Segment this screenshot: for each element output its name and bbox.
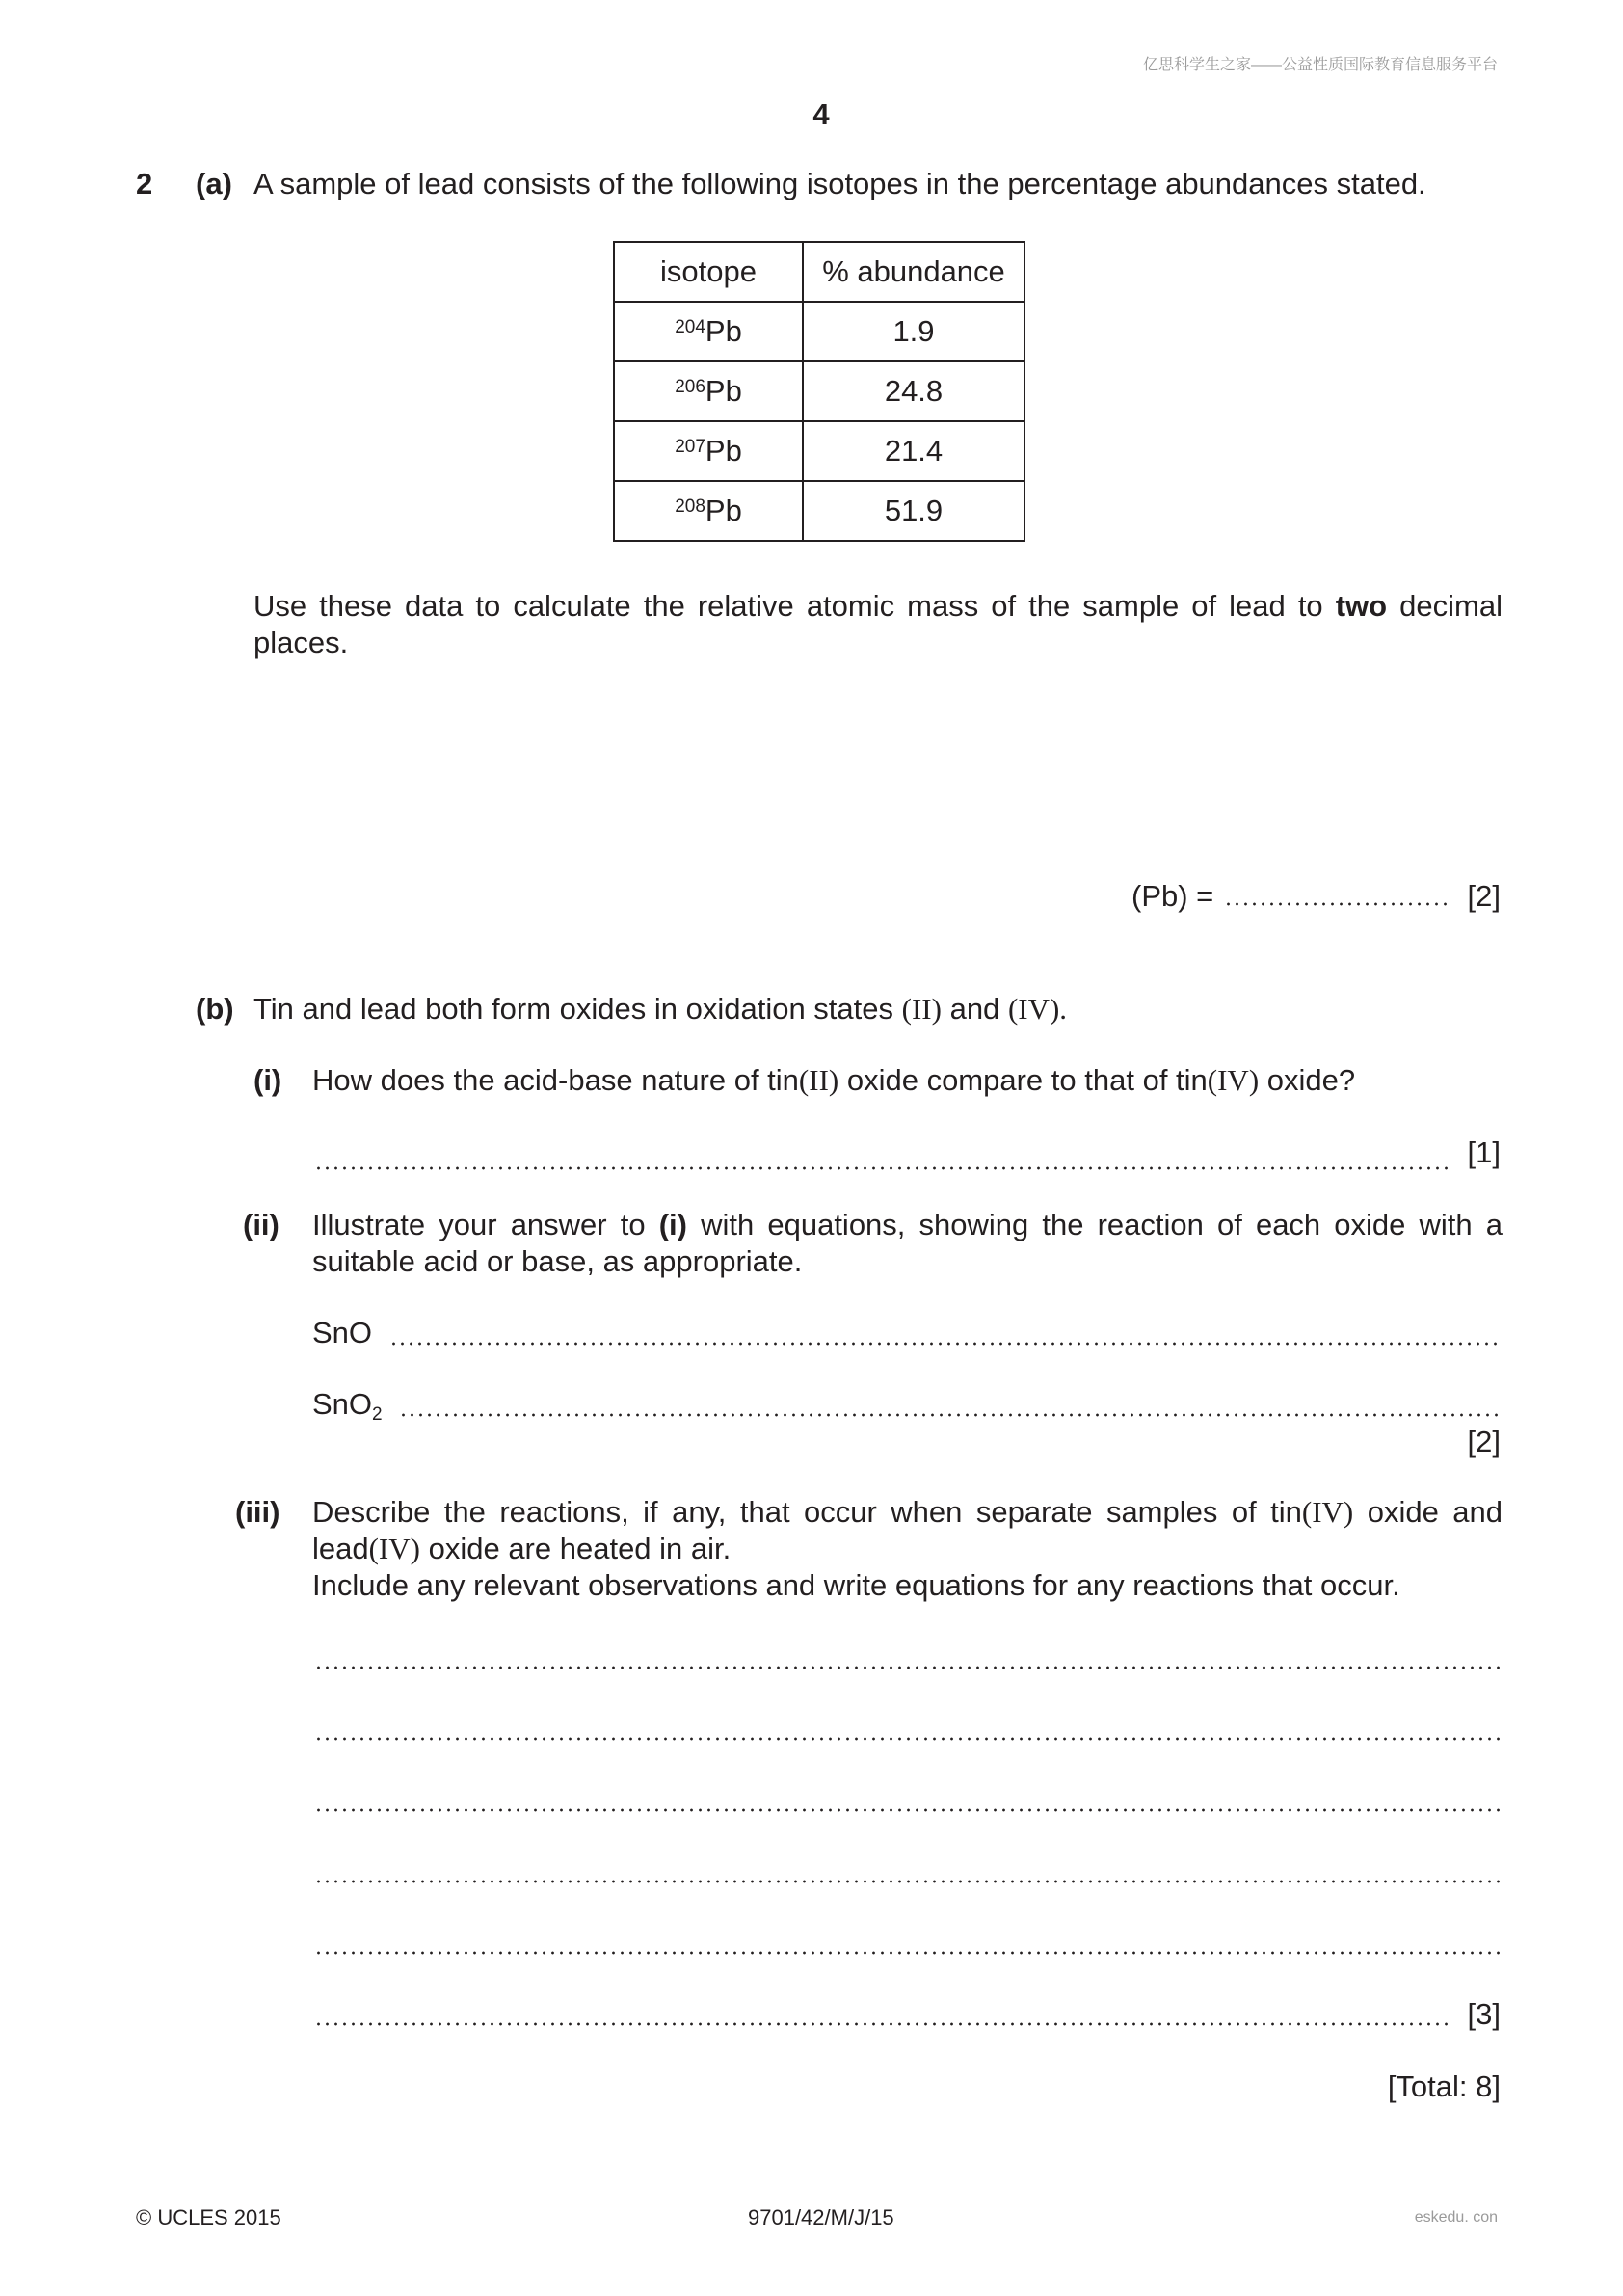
marks-iii: [3] — [1467, 1997, 1501, 2031]
marks-i: [1] — [1467, 1135, 1501, 1169]
footer-code: 9701/42/M/J/15 — [748, 2205, 894, 2229]
column-header-isotope: isotope — [614, 242, 803, 302]
oxidation-state: (IV). — [1007, 992, 1068, 1026]
intro-text: and — [949, 992, 1000, 1026]
element-symbol: Pb — [705, 314, 742, 348]
table-row — [614, 481, 1024, 541]
watermark-text: 亿思科学生之家——公益性质国际教育信息服务平台 — [1142, 57, 1498, 73]
question-text: oxide compare to that of tin — [846, 1063, 1208, 1097]
sub-ii-question — [312, 1207, 1503, 1243]
mass-number: 204 — [675, 317, 705, 337]
answer-line-iii-6[interactable] — [314, 2022, 1449, 2026]
table-header-row — [614, 242, 1024, 302]
sub-i-label: (i) — [253, 1063, 282, 1097]
table-row — [614, 302, 1024, 361]
sno2-label — [312, 1386, 383, 1433]
part-b-label: (b) — [196, 992, 234, 1026]
sub-ii-question-line2: suitable acid or base, as appropriate. — [312, 1244, 803, 1278]
sub-iii-label: (iii) — [235, 1495, 280, 1529]
isotope-cell — [614, 361, 803, 421]
sno-label: SnO — [312, 1316, 373, 1349]
answer-line-iii-2[interactable] — [314, 1737, 1501, 1741]
answer-line-ram[interactable] — [1224, 902, 1449, 906]
abundance-cell: 24.8 — [803, 361, 1024, 421]
answer-prefix: (Pb) = — [1131, 879, 1214, 913]
question-ref: (i) — [658, 1208, 687, 1241]
table-row — [614, 421, 1024, 481]
footer-copyright: © UCLES 2015 — [136, 2205, 281, 2229]
mass-number: 207 — [675, 437, 705, 457]
answer-line-iii-4[interactable] — [314, 1880, 1501, 1883]
question-number: 2 — [136, 167, 153, 200]
part-a-label: (a) — [196, 167, 232, 200]
sub-iii-question-line2 — [312, 1531, 731, 1567]
element-symbol: Pb — [705, 374, 742, 408]
footer-site: eskedu. con — [1414, 2209, 1498, 2226]
formula-text: SnO — [312, 1387, 373, 1421]
page-number: 4 — [812, 97, 830, 131]
oxidation-state: (IV) — [1207, 1063, 1260, 1097]
sub-i-question — [312, 1062, 1355, 1099]
total-marks: [Total: 8] — [1387, 2069, 1501, 2103]
marks-a: [2] — [1467, 879, 1501, 913]
instruction-text: decimal — [1399, 589, 1503, 623]
part-a-instruction-line2: places. — [253, 626, 349, 659]
part-b-intro — [253, 991, 1067, 1028]
mass-number: 208 — [675, 496, 705, 517]
instruction-text: Use these data to calculate the relative atomic mass of the sample of lead to — [253, 589, 1323, 623]
part-a-instruction — [253, 588, 1503, 625]
answer-line-iii-1[interactable] — [314, 1666, 1501, 1669]
sub-iii-question-line3: Include any relevant observations and write equations for any reactions that occur. — [312, 1568, 1400, 1602]
answer-line-iii-3[interactable] — [314, 1808, 1501, 1812]
column-header-abundance: % abundance — [803, 242, 1024, 302]
isotope-cell — [614, 421, 803, 481]
question-text: oxide? — [1266, 1063, 1356, 1097]
answer-line-sno2[interactable] — [399, 1413, 1501, 1417]
answer-line-i[interactable] — [314, 1166, 1449, 1170]
sub-ii-label: (ii) — [243, 1208, 279, 1241]
marks-ii: [2] — [1467, 1425, 1501, 1458]
answer-line-iii-5[interactable] — [314, 1951, 1501, 1955]
answer-line-sno[interactable] — [389, 1342, 1501, 1346]
isotope-cell — [614, 302, 803, 361]
sub-iii-question — [312, 1494, 1503, 1531]
oxidation-state: (IV) — [1301, 1495, 1354, 1529]
question-text: Illustrate your answer to — [312, 1208, 646, 1241]
question-text: lead — [312, 1532, 369, 1565]
intro-text: Tin and lead both form oxides in oxidation states — [253, 992, 894, 1026]
formula-subscript: 2 — [372, 1404, 383, 1425]
oxidation-state: (II) — [798, 1063, 839, 1097]
question-text: How does the acid-base nature of tin — [312, 1063, 799, 1097]
question-text: with equations, showing the reaction of each oxide with a — [701, 1208, 1503, 1241]
abundance-cell: 21.4 — [803, 421, 1024, 481]
part-a-intro: A sample of lead consists of the following isotopes in the percentage abundances stated. — [253, 167, 1426, 200]
question-text: oxide and — [1367, 1495, 1503, 1529]
element-symbol: Pb — [705, 434, 742, 467]
abundance-cell: 51.9 — [803, 481, 1024, 541]
isotope-table — [613, 241, 1025, 542]
element-symbol: Pb — [705, 494, 742, 527]
question-text: oxide are heated in air. — [428, 1532, 732, 1565]
oxidation-state: (IV) — [368, 1532, 420, 1565]
table-row — [614, 361, 1024, 421]
mass-number: 206 — [675, 377, 705, 397]
instruction-bold: two — [1335, 589, 1388, 623]
oxidation-state: (II) — [901, 992, 942, 1026]
abundance-cell: 1.9 — [803, 302, 1024, 361]
isotope-cell — [614, 481, 803, 541]
question-text: Describe the reactions, if any, that occur when separate samples of tin — [312, 1495, 1302, 1529]
